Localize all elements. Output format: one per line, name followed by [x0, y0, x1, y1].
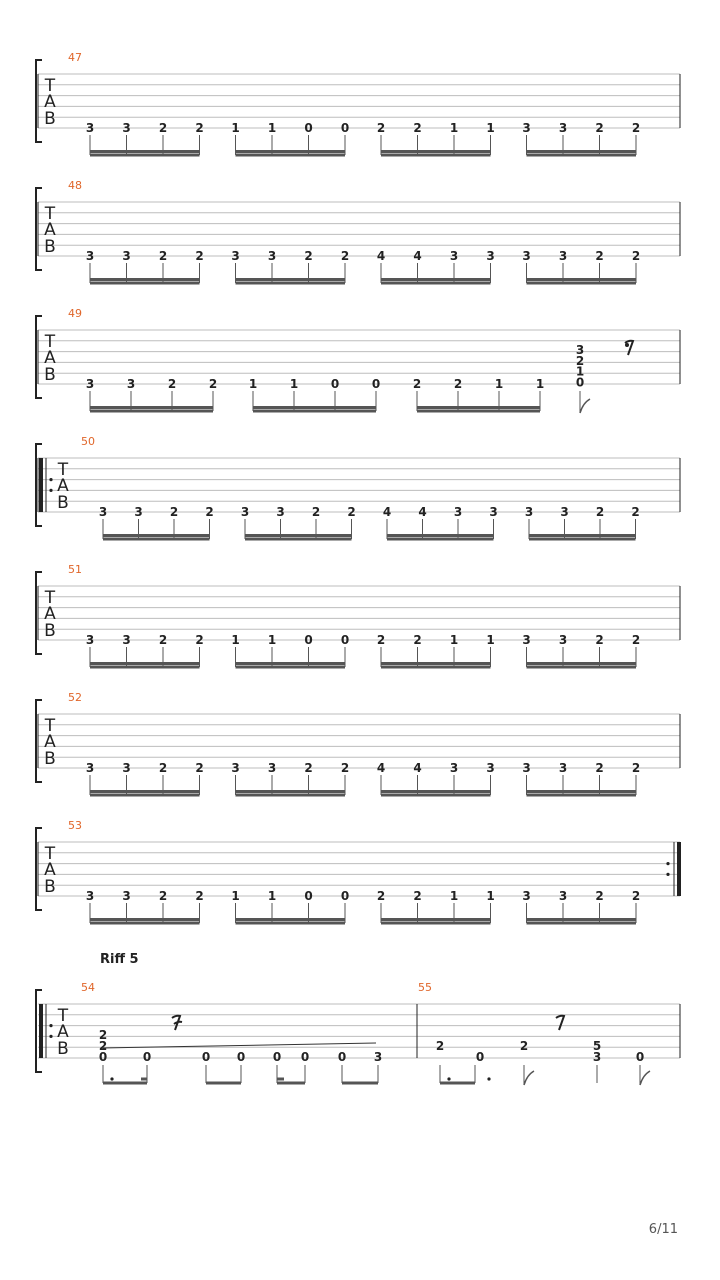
tab-letter-b: B	[57, 1039, 69, 1059]
repeat-dot	[666, 862, 669, 865]
fret-number: 2	[158, 889, 168, 903]
fret-number: 2	[595, 249, 604, 263]
tab-letter-a: A	[57, 1022, 69, 1042]
fret-number: 1	[494, 377, 504, 391]
fret-number: 2	[158, 761, 168, 775]
page-number: 6/11	[648, 1222, 678, 1237]
fret-number: 3	[558, 761, 568, 775]
fret-number: 1	[449, 633, 459, 647]
fret-number: 3	[522, 121, 531, 135]
fret-number: 2	[167, 377, 177, 391]
eighth-flag	[524, 1071, 534, 1085]
fret-number: 3	[85, 889, 95, 903]
fret-number: 3	[134, 505, 143, 519]
chord-fret-number: 3	[575, 343, 585, 357]
fret-number-upper: 5	[592, 1039, 602, 1053]
fret-number: 2	[205, 505, 214, 519]
fret-number: 1	[449, 121, 459, 135]
fret-number: 4	[382, 505, 392, 519]
measure-number: 50	[81, 435, 95, 448]
fret-number: 1	[449, 889, 459, 903]
fret-number: 3	[240, 505, 250, 519]
tab-letter-t: T	[44, 844, 56, 864]
fret-number: 0	[304, 889, 313, 903]
fret-number: 3	[267, 249, 277, 263]
fret-number: 0	[201, 1050, 211, 1064]
chord-fret-number: 2	[575, 353, 585, 368]
system-bracket	[36, 828, 42, 910]
tab-letter-t: T	[44, 588, 56, 608]
fret-number: 2	[631, 249, 641, 263]
tab-letter-a: A	[44, 860, 56, 880]
tab-letter-b: B	[57, 493, 69, 513]
fret-number: 0	[371, 377, 381, 391]
fret-number: 0	[142, 1050, 152, 1064]
fret-number: 2	[631, 121, 641, 135]
fret-number: 3	[122, 121, 131, 135]
fret-number: 2	[376, 889, 386, 903]
riff-system	[36, 952, 680, 1085]
tab-system	[36, 819, 680, 923]
riff-title: Riff 5	[100, 952, 139, 967]
tab-letter-a: A	[44, 92, 56, 112]
fret-number: 2	[413, 889, 422, 903]
chord-fret-number: 2	[98, 1028, 108, 1042]
fret-number: 2	[311, 505, 321, 519]
repeat-dot	[49, 1024, 52, 1027]
repeat-dot	[49, 1035, 52, 1038]
measure-number: 48	[68, 179, 82, 192]
tab-letter-b: B	[44, 237, 56, 257]
tab-system	[36, 179, 680, 283]
fret-number: 3	[522, 249, 531, 263]
fret-number: 3	[122, 633, 131, 647]
chord-fret-number: 0	[98, 1050, 108, 1064]
measure-number: 54	[81, 981, 95, 994]
fret-number: 2	[631, 505, 640, 519]
fret-number: 4	[413, 249, 422, 263]
dot	[487, 1077, 490, 1080]
system-bracket	[36, 60, 42, 142]
fret-number: 2	[376, 121, 386, 135]
eighth-flag	[640, 1071, 650, 1085]
fret-number: 1	[248, 377, 258, 391]
fret-number: 4	[376, 249, 386, 263]
fret-number: 2	[340, 249, 350, 263]
repeat-dot	[49, 478, 52, 481]
fret-number: 2	[158, 633, 168, 647]
fret-number: 3	[126, 377, 136, 391]
tab-letter-a: A	[44, 348, 56, 368]
fret-number: 2	[304, 761, 313, 775]
eighth-flag	[580, 399, 590, 413]
system-bracket	[36, 572, 42, 654]
fret-number: 3	[231, 761, 240, 775]
fret-number: 3	[98, 505, 108, 519]
fret-number: 2	[304, 249, 313, 263]
tab-letter-b: B	[44, 621, 56, 641]
fret-number: 3	[558, 249, 568, 263]
fret-number: 2	[340, 761, 350, 775]
fret-number: 3	[85, 377, 95, 391]
fret-number: 3	[267, 761, 277, 775]
fret-number: 2	[195, 249, 204, 263]
fret-number: 0	[304, 633, 313, 647]
fret-number: 3	[522, 761, 531, 775]
measure-number: 49	[68, 307, 82, 320]
fret-number: 1	[231, 633, 240, 647]
fret-number: 3	[558, 633, 568, 647]
fret-number: 2	[595, 889, 604, 903]
system-bracket	[36, 188, 42, 270]
fret-number: 2	[631, 889, 641, 903]
sixteenth-rest	[172, 1016, 182, 1030]
fret-number: 1	[267, 633, 277, 647]
fret-number: 3	[122, 889, 131, 903]
fret-number: 1	[535, 377, 545, 391]
measure-number: 55	[418, 981, 432, 994]
fret-number: 2	[208, 377, 218, 391]
fret-number: 2	[195, 633, 204, 647]
fret-number: 0	[236, 1050, 246, 1064]
fret-number: 3	[524, 505, 534, 519]
fret-number: 2	[595, 505, 605, 519]
fret-number: 3	[122, 761, 131, 775]
fret-number: 2	[195, 761, 204, 775]
fret-number: 2	[413, 633, 422, 647]
fret-number: 3	[85, 121, 95, 135]
fret-number: 3	[453, 505, 463, 519]
fret-number: 2	[595, 761, 604, 775]
dot	[110, 1077, 113, 1080]
fret-number: 3	[486, 761, 495, 775]
tab-letter-a: A	[44, 732, 56, 752]
tab-letter-b: B	[44, 749, 56, 769]
tab-letter-b: B	[44, 109, 56, 129]
fret-number: 1	[231, 121, 240, 135]
fret-number-lower: 0	[635, 1050, 645, 1064]
fret-number: 3	[560, 505, 569, 519]
fret-number: 3	[85, 249, 95, 263]
fret-number: 1	[289, 377, 299, 391]
tab-letter-a: A	[44, 604, 56, 624]
fret-number: 2	[347, 505, 356, 519]
tab-letter-b: B	[44, 365, 56, 385]
fret-number: 3	[85, 633, 95, 647]
fret-number: 4	[418, 505, 427, 519]
tab-letter-t: T	[44, 716, 56, 736]
fret-number: 0	[272, 1050, 282, 1064]
fret-number: 1	[486, 889, 495, 903]
repeat-dot	[49, 489, 52, 492]
fret-number: 1	[267, 889, 277, 903]
fret-number: 2	[158, 249, 168, 263]
fret-number: 1	[231, 889, 240, 903]
fret-number: 2	[376, 633, 386, 647]
fret-number: 2	[413, 121, 422, 135]
tab-letter-t: T	[44, 332, 56, 352]
tab-system	[36, 51, 680, 155]
fret-number: 2	[453, 377, 463, 391]
fret-number: 1	[486, 121, 495, 135]
fret-number: 3	[449, 249, 459, 263]
chord-fret-number: 2	[98, 1039, 108, 1053]
tab-letter-t: T	[57, 460, 69, 480]
tab-letter-a: A	[44, 220, 56, 240]
fret-number: 3	[489, 505, 498, 519]
fret-number: 4	[413, 761, 422, 775]
tab-letter-a: A	[57, 476, 69, 496]
fret-number: 0	[300, 1050, 310, 1064]
fret-number: 2	[631, 761, 641, 775]
fret-number: 2	[412, 377, 422, 391]
fret-number: 3	[231, 249, 240, 263]
chord-fret-number: 1	[575, 364, 585, 379]
tab-system	[36, 563, 680, 667]
tab-letter-t: T	[57, 1006, 69, 1026]
fret-number: 3	[122, 249, 131, 263]
fret-number: 3	[522, 633, 531, 647]
tab-system	[36, 435, 680, 539]
system-bracket	[36, 316, 42, 398]
fret-number: 0	[340, 121, 350, 135]
measure-number: 53	[68, 819, 82, 832]
measure-number: 52	[68, 691, 82, 704]
fret-number: 0	[337, 1050, 347, 1064]
dot	[447, 1077, 450, 1080]
fret-number: 3	[449, 761, 459, 775]
eighth-rest	[556, 1016, 564, 1030]
fret-number: 3	[558, 889, 568, 903]
fret-number: 4	[376, 761, 386, 775]
fret-number-lower: 0	[475, 1050, 485, 1064]
tab-system	[36, 307, 680, 413]
fret-number: 2	[195, 121, 204, 135]
fret-number: 0	[340, 889, 350, 903]
fret-number: 0	[304, 121, 313, 135]
fret-number: 2	[631, 633, 641, 647]
fret-number: 3	[522, 889, 531, 903]
tab-letter-t: T	[44, 76, 56, 96]
tab-letter-t: T	[44, 204, 56, 224]
repeat-dot	[666, 873, 669, 876]
fret-number: 3	[373, 1050, 383, 1064]
measure-number: 51	[68, 563, 82, 576]
fret-number: 3	[558, 121, 568, 135]
fret-number: 2	[595, 121, 604, 135]
fret-number-upper: 2	[519, 1039, 529, 1053]
rest-dot	[625, 343, 629, 347]
fret-number: 0	[330, 377, 340, 391]
system-bracket	[36, 700, 42, 782]
eighth-rest	[625, 341, 633, 355]
fret-number: 1	[267, 121, 277, 135]
fret-number-upper: 2	[435, 1039, 445, 1053]
fret-number: 3	[85, 761, 95, 775]
fret-number: 2	[595, 633, 604, 647]
fret-number: 2	[195, 889, 204, 903]
fret-number: 1	[486, 633, 495, 647]
fret-number-lower: 3	[592, 1050, 602, 1064]
fret-number: 2	[158, 121, 168, 135]
fret-number: 3	[276, 505, 285, 519]
chord-fret-number: 0	[575, 375, 585, 390]
fret-number: 0	[340, 633, 350, 647]
tab-system	[36, 691, 680, 795]
tab-letter-b: B	[44, 877, 56, 897]
fret-number: 2	[169, 505, 179, 519]
fret-number: 3	[486, 249, 495, 263]
measure-number: 47	[68, 51, 82, 64]
